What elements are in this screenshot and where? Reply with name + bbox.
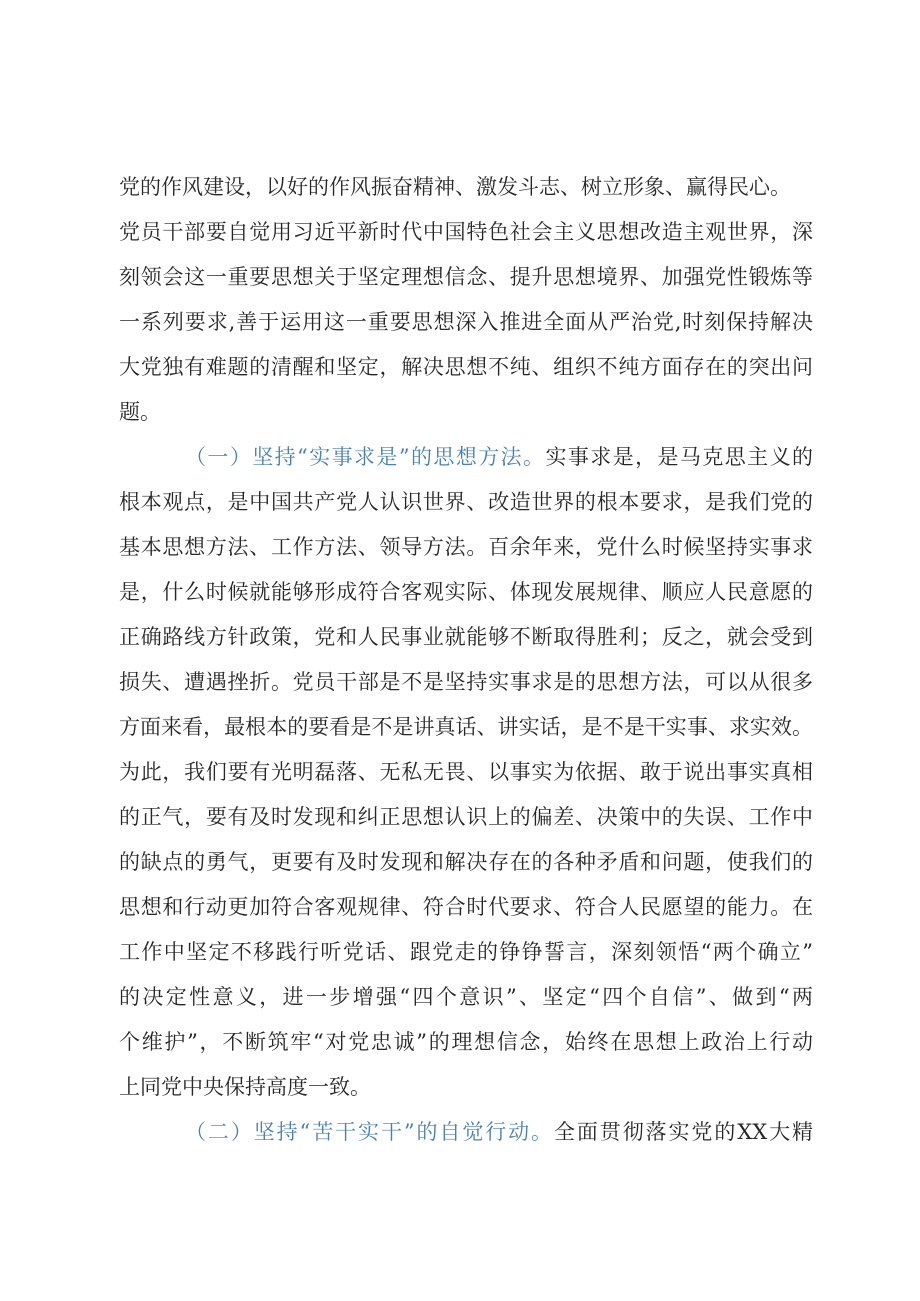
paragraph-2-line-5: 题。	[119, 400, 161, 424]
section-1-line-4: 是，什么时候就能够形成符合客观实际、体现发展规律、顺应人民意愿的	[119, 580, 813, 604]
section-1-line-10: 的缺点的勇气，更要有及时发现和解决存在的各种矛盾和问题，使我们的	[119, 850, 813, 874]
section-1-heading: （一）坚持“实事求是”的思想方法。	[185, 445, 546, 469]
paragraph-2-line-4: 大党独有难题的清醒和坚定，解决思想不纯、组织不纯方面存在的突出问	[119, 355, 813, 379]
paragraph-1-line-1: 党的作风建设，以好的作风振奋精神、激发斗志、树立形象、赢得民心。	[119, 175, 791, 199]
section-1-line-6: 损失、遭遇挫折。党员干部是不是坚持实事求是的思想方法，可以从很多	[119, 670, 813, 694]
section-1-line-14: 个维护”，不断筑牢“对党忠诚”的理想信念，始终在思想上政治上行动	[119, 1030, 813, 1054]
section-2-first-line	[185, 1117, 813, 1147]
section-2-heading: （二）坚持“苦干实干”的自觉行动。	[185, 1120, 554, 1144]
section-1-line-11: 思想和行动更加符合客观规律、符合时代要求、符合人民愿望的能力。在	[119, 895, 813, 919]
section-1-line-13: 的决定性意义，进一步增强“四个意识”、坚定“四个自信”、做到“两	[119, 985, 813, 1009]
section-1-line-7: 方面来看，最根本的要看是不是讲真话、讲实话，是不是干实事、求实效。	[119, 715, 813, 739]
paragraph-2-line-2: 刻领会这一重要思想关于坚定理想信念、提升思想境界、加强党性锻炼等	[119, 265, 813, 289]
section-1-line-15: 上同党中央保持高度一致。	[119, 1075, 371, 1099]
section-1-first-line-text: 实事求是，是马克思主义的	[545, 445, 813, 469]
section-1-line-9: 的正气，要有及时发现和纠正思想认识上的偏差、决策中的失误、工作中	[119, 805, 813, 829]
paragraph-2-line-1: 党员干部要自觉用习近平新时代中国特色社会主义思想改造主观世界，深	[119, 220, 813, 244]
section-1-line-2: 根本观点，是中国共产党人认识世界、改造世界的根本要求，是我们党的	[119, 490, 813, 514]
section-2-first-line-text: 全面贯彻落实党的XX大精	[553, 1120, 813, 1144]
paragraph-2-line-3: 一系列要求,善于运用这一重要思想深入推进全面从严治党,时刻保持解决	[119, 310, 813, 334]
section-1-first-line	[185, 442, 813, 472]
section-1-line-5: 正确路线方针政策，党和人民事业就能够不断取得胜利；反之，就会受到	[119, 625, 813, 649]
section-1-line-8: 为此，我们要有光明磊落、无私无畏、以事实为依据、敢于说出事实真相	[119, 760, 813, 784]
section-1-line-12: 工作中坚定不移践行听党话、跟党走的铮铮誓言，深刻领悟“两个确立”	[119, 940, 813, 964]
section-1-line-3: 基本思想方法、工作方法、领导方法。百余年来，党什么时候坚持实事求	[119, 535, 813, 559]
